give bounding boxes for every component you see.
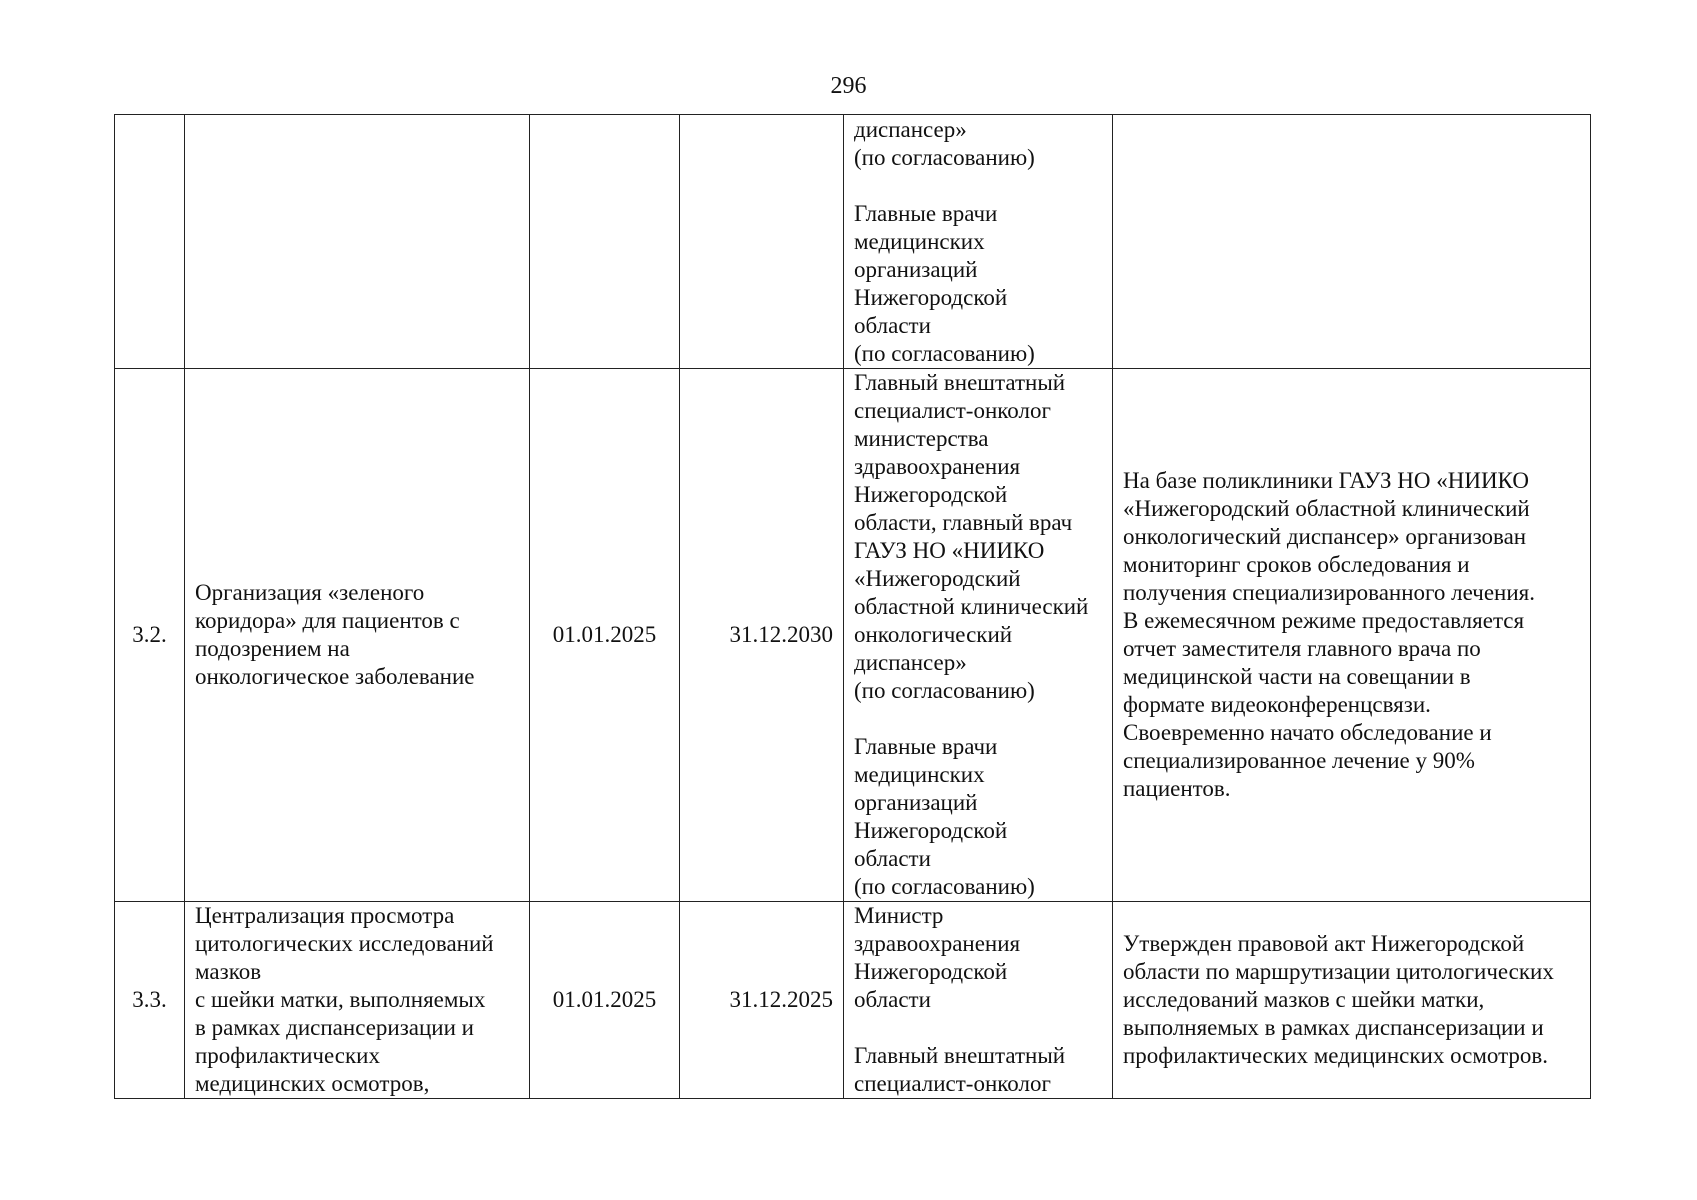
start-date-cell: 01.01.2025: [530, 369, 680, 902]
plan-table: [114, 114, 1591, 1099]
row-number-cell: 3.2.: [115, 369, 185, 902]
table-row: [115, 115, 1591, 369]
row-number-cell: 3.3.: [115, 902, 185, 1099]
activity-cell: Централизация просмотра цитологических исследований мазков с шейки матки, выполняемых в рамках диспансеризации и профилактических медицинских осмотров,: [185, 902, 530, 1099]
responsible-cell: Главный внештатный специалист-онколог министерства здравоохранения Нижегородской области, главный врач ГАУЗ НО «НИИКО «Нижегородский областной клинический онкологический диспансер» (по согласованию) Главные врачи медицинских организаций Нижегородской области (по согласованию): [844, 369, 1113, 902]
result-cell: Утвержден правовой акт Нижегородской области по маршрутизации цитологических исследований мазков с шейки матки, выполняемых в рамках диспансеризации и профилактических медицинских осмотров.: [1113, 902, 1591, 1099]
activity-cell: Организация «зеленого коридора» для пациентов с подозрением на онкологическое заболевание: [185, 369, 530, 902]
table-row: [115, 369, 1591, 902]
page-number: 296: [830, 73, 867, 99]
end-date-cell: [680, 115, 844, 369]
end-date-cell: 31.12.2025: [680, 902, 844, 1099]
end-date-cell: 31.12.2030: [680, 369, 844, 902]
responsible-cell: диспансер» (по согласованию) Главные врачи медицинских организаций Нижегородской области (по согласованию): [844, 115, 1113, 369]
table-row: [115, 902, 1591, 1099]
start-date-cell: 01.01.2025: [530, 902, 680, 1099]
activity-cell: [185, 115, 530, 369]
result-cell: На базе поликлиники ГАУЗ НО «НИИКО «Нижегородский областной клинический онкологический диспансер» организован мониторинг сроков обследования и получения специализированного лечения. В ежемесячном режиме предоставляется отчет заместителя главного врача по медицинской части на совещании в формате видеоконференцсвязи. Своевременно начато обследование и специализированное лечение у 90% пациентов.: [1113, 369, 1591, 902]
row-number-cell: [115, 115, 185, 369]
responsible-cell: Министр здравоохранения Нижегородской области Главный внештатный специалист-онколог: [844, 902, 1113, 1099]
start-date-cell: [530, 115, 680, 369]
result-cell: [1113, 115, 1591, 369]
